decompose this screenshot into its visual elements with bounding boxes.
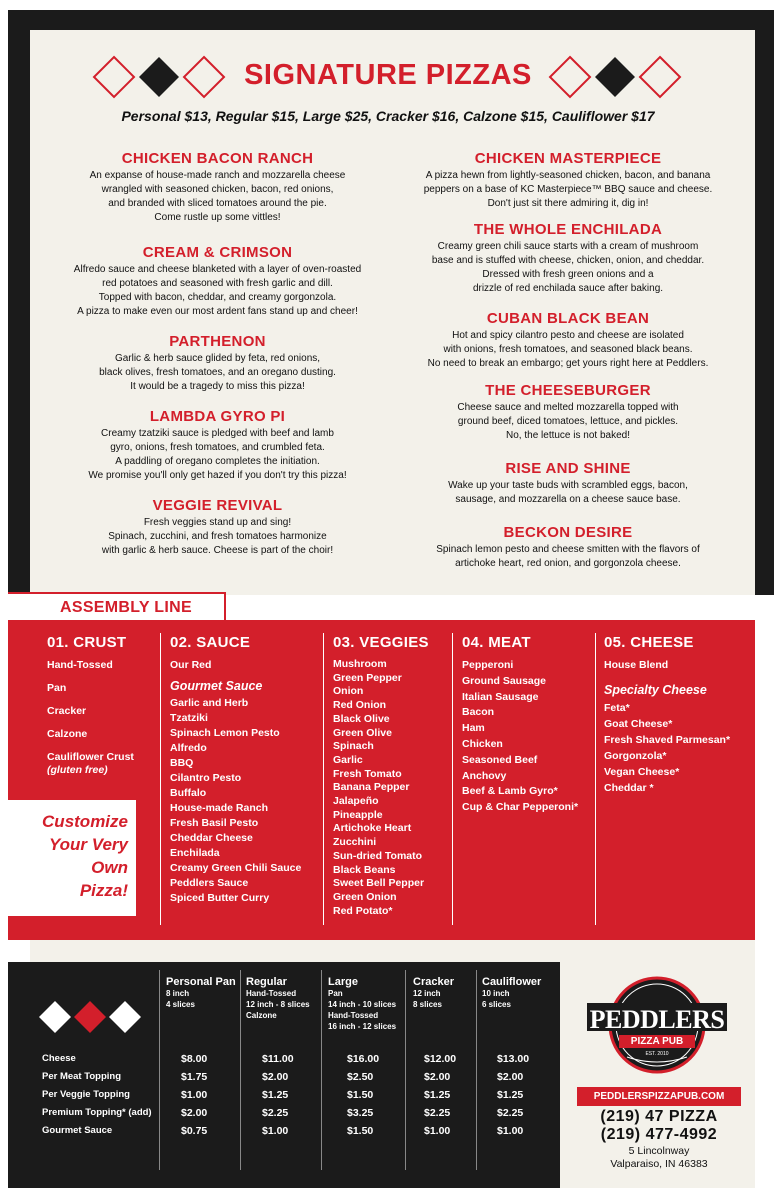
veggie-item: Green Onion [333,890,397,903]
pizza-desc-line: and branded with sliced tomatoes around the pie. [108,198,327,209]
sauce-item: Our Red [170,659,212,671]
price-cell: $1.50 [347,1125,374,1137]
price-cell: $1.00 [497,1125,524,1137]
column-detail: Hand-Tossed [328,1011,379,1020]
column-name: Large [328,976,358,988]
sauce-item: Spiced Butter Curry [170,892,270,904]
sauce-item: House-made Ranch [170,802,269,814]
table-divider [405,970,406,1170]
veggie-item: Red Onion [333,699,387,712]
pizza-desc-line: Topped with bacon, cheddar, and creamy gorgonzola. [98,292,337,303]
pizza-desc-line: with garlic & herb sauce. Cheese is part of the choir! [101,545,334,556]
pizza-desc-line: We promise you'll only get hazed if you don't try this pizza! [88,470,347,481]
pizza-desc-line: peppers on a base of KC Masterpiece™ BBQ sauce and cheese. [423,184,713,195]
pizza-desc-line: Creamy green chili sauce starts with a cream of mushroom [437,241,699,252]
price-cell: $2.00 [497,1071,524,1083]
pizza-name: THE CHEESEBURGER [485,382,651,399]
meat-heading: 04. MEAT [462,634,531,651]
sauce-item: Alfredo [170,742,207,754]
crust-item: Pan [47,682,67,694]
pizza-name: CUBAN BLACK BEAN [486,310,650,327]
sauce-item: Fresh Basil Pesto [170,817,259,829]
price-cell: $12.00 [424,1053,457,1065]
address-city: Valparaiso, IN 46383 [610,1158,708,1170]
price-cell: $1.50 [347,1089,374,1101]
column-divider [452,633,453,925]
price-cell: $1.25 [424,1089,451,1101]
column-detail: 8 inch [166,989,190,998]
customize-line: Pizza! [79,881,128,900]
sauce-item: Buffalo [170,787,207,799]
size-prices: Personal $13, Regular $15, Large $25, Cracker $16, Calzone $15, Cauliflower $17 [121,108,655,124]
pizza-desc-line: Cheese sauce and melted mozzarella topped with [457,402,679,413]
pizza-desc-line: Don't just sit there admiring it, dig in! [487,198,649,209]
pizza-desc-line: ground beef, diced tomatoes, lettuce, and pickles. [457,416,679,427]
phone-vanity: (219) 47 PIZZA [600,1108,718,1125]
pizza-desc-line: drizzle of red enchilada sauce after baking. [472,283,664,294]
pizza-chicken-masterpiece [398,150,738,211]
veggie-item: Onion [333,685,364,698]
cheese-item: House Blend [604,659,669,671]
meat-item: Beef & Lamb Gyro* [462,785,558,798]
address-street: 5 Lincolnway [628,1145,690,1157]
pizza-name: CHICKEN MASTERPIECE [474,150,662,167]
price-cell: $2.00 [181,1107,208,1119]
pizza-name: BECKON DESIRE [503,524,633,541]
diamond-ornament-left [92,55,228,99]
assembly-tab [8,592,226,622]
price-cell: $3.25 [347,1107,374,1119]
pizza-desc-line: An expanse of house-made ranch and mozzarella cheese [89,170,346,181]
price-cell: $8.00 [181,1053,208,1065]
column-detail: Hand-Tossed [246,989,297,998]
meat-item: Chicken [462,737,503,750]
pizza-desc-line: Garlic & herb sauce glided by feta, red onions, [114,353,321,364]
meat-item: Anchovy [462,769,507,782]
pizza-desc-line: Fresh veggies stand up and sing! [143,517,292,528]
meat-item: Ground Sausage [462,674,547,687]
table-divider [476,970,477,1170]
veggie-item: Black Beans [333,863,396,876]
gourmet-sauce-label: Gourmet Sauce [170,679,263,693]
pizza-veggie-revival [40,497,395,558]
pizza-parthenon [40,333,395,394]
column-name: Regular [246,976,287,988]
pizza-whole-enchilada [398,221,738,296]
pizza-desc-line: A pizza to make even our most ardent fans stand up and cheer! [77,306,358,317]
veggie-item: Mushroom [333,658,387,670]
pizza-cheeseburger [398,382,738,443]
customize-line: Own [91,858,128,877]
price-row-label: Gourmet Sauce [42,1125,113,1136]
price-cell: $11.00 [262,1053,294,1065]
column-detail: 6 slices [482,1000,511,1009]
column-divider [160,633,161,925]
pizza-desc-line: No, the lettuce is not baked! [506,430,630,441]
table-divider [240,970,241,1170]
price-cell: $2.50 [347,1071,374,1083]
crust-column [47,634,157,776]
pizza-desc-line: Hot and spicy cilantro pesto and cheese are isolated [452,330,684,341]
price-cell: $16.00 [347,1053,380,1065]
sauce-item: Garlic and Herb [170,697,249,709]
veggie-item: Black Olive [333,712,390,725]
column-divider [323,633,324,925]
price-row-label: Cheese [42,1053,76,1064]
cheese-item: Fresh Shaved Parmesan* [604,734,731,746]
price-cell: $0.75 [181,1125,208,1137]
column-name: Cauliflower [482,976,542,988]
price-row-label: Per Veggie Topping [42,1089,130,1100]
logo-wordmark: PEDDLERS [589,1005,725,1034]
customize-callout [8,798,138,918]
pizza-desc-line: with onions, fresh tomatoes, and seasoned black beans. [443,344,693,355]
logo-established: EST. 2010 [645,1051,669,1057]
price-cell: $2.00 [424,1071,451,1083]
meat-item: Ham [462,722,485,735]
meat-item: Bacon [462,706,495,719]
table-header-regular [246,976,310,1021]
cheese-item: Goat Cheese* [604,718,673,730]
veggie-item: Garlic [333,753,363,766]
pizza-name: THE WHOLE ENCHILADA [473,221,663,238]
pizza-desc-line: base and is stuffed with cheese, chicken, onion, and cheddar. [431,255,705,266]
crust-item: Hand-Tossed [47,659,113,671]
column-detail: 4 slices [166,1000,195,1009]
column-divider [595,633,596,925]
table-header-large [328,976,396,1032]
veggies-heading: 03. VEGGIES [333,634,429,651]
cheese-item: Cheddar * [604,782,654,794]
price-cell: $2.25 [424,1107,451,1119]
pizza-desc-line: red potatoes and seasoned with fresh garlic and dill. [102,278,333,289]
specialty-cheese-label: Specialty Cheese [604,683,707,697]
pizza-desc-line: sausage, and mozzarella on a cheese sauce base. [455,494,681,505]
veggie-item: Red Potato* [333,904,393,917]
cheese-heading: 05. CHEESE [604,634,694,651]
pizza-desc-line: Come rustle up some vittles! [154,212,281,223]
sauce-item: Creamy Green Chili Sauce [170,862,302,874]
customize-line: Customize [42,812,128,831]
pizza-beckon-desire [398,524,738,571]
pizza-desc-line: A paddling of oregano completes the initiation. [115,456,320,467]
table-header-cauliflower [482,976,541,1010]
crust-item: Cracker [47,705,87,717]
pizza-name: RISE AND SHINE [505,460,631,477]
crust-heading: 01. CRUST [47,634,127,651]
table-divider [159,970,160,1170]
column-detail: 16 inch - 12 slices [328,1022,397,1031]
menu-header [0,55,776,105]
pizza-name: PARTHENON [169,333,266,350]
veggie-item: Sweet Bell Pepper [333,877,425,890]
column-detail: 12 inch [413,989,441,998]
crust-note: (gluten free) [47,764,108,776]
cheese-column [604,634,752,796]
veggie-item: Banana Pepper [333,781,410,794]
cheese-item: Gorgonzola* [604,750,667,762]
price-cell: $1.00 [181,1089,208,1101]
pizza-desc-line: Alfredo sauce and cheese blanketed with a layer of oven-roasted [73,264,362,275]
meat-item: Pepperoni [462,659,514,671]
column-name: Cracker [413,976,454,988]
assembly-title: ASSEMBLY LINE [60,599,192,616]
pizza-desc-line: No need to break an embargo; get yours right here at Peddlers. [427,358,709,369]
pizza-rise-and-shine [398,460,738,507]
table-header-cracker [413,976,454,1010]
pizza-desc-line: wrangled with seasoned chicken, bacon, red onions, [101,184,334,195]
price-cell: $13.00 [497,1053,530,1065]
price-row-label: Premium Topping* (add) [42,1107,152,1118]
column-detail: 12 inch - 8 slices [246,1000,310,1009]
pizza-chicken-bacon-ranch [40,150,395,225]
pizza-desc-line: Wake up your taste buds with scrambled eggs, bacon, [448,480,688,491]
price-cell: $1.25 [497,1089,524,1101]
sauce-item: Enchilada [170,847,220,859]
meat-column [462,634,594,816]
veggie-item: Jalapeño [333,795,379,808]
sauce-item: Cilantro Pesto [170,772,242,784]
table-header-personal [166,976,236,1010]
veggie-item: Zucchini [333,836,377,849]
crust-item: Cauliflower Crust [47,751,134,763]
pizza-name: CHICKEN BACON RANCH [121,150,314,167]
price-cell: $2.00 [262,1071,289,1083]
diamond-ornament-table [38,1000,142,1036]
pizza-cream-crimson [40,244,395,319]
cheese-item: Feta* [604,702,630,714]
pizza-name: LAMBDA GYRO PI [149,408,286,425]
veggie-item: Artichoke Heart [333,822,412,835]
sauce-item: Tzatziki [170,712,208,724]
column-detail: Pan [328,989,343,998]
sauce-item: Peddlers Sauce [170,877,249,889]
meat-item: Seasoned Beef [462,753,538,766]
pizza-desc-line: It would be a tragedy to miss this pizza! [130,381,305,392]
pizza-desc-line: artichoke heart, red onion, and gorgonzola cheese. [455,558,681,569]
crust-item: Calzone [47,728,88,740]
veggie-item: Green Pepper [333,671,402,684]
column-detail: 8 slices [413,1000,442,1009]
pizza-desc-line: Dressed with fresh green onions and a [482,269,654,280]
column-detail: 10 inch [482,989,510,998]
sauce-item: Cheddar Cheese [170,832,253,844]
veggie-item: Fresh Tomato [333,767,402,780]
peddlers-logo [587,975,727,1075]
price-cell: $2.25 [497,1107,524,1119]
veggie-item: Spinach [333,740,374,753]
price-cell: $2.25 [262,1107,289,1119]
price-row-label: Per Meat Topping [42,1071,121,1082]
veggie-item: Green Olive [333,726,392,739]
pizza-desc-line: Spinach, zucchini, and fresh tomatoes harmonize [108,531,327,542]
cheese-item: Vegan Cheese* [604,766,680,778]
sauce-item: BBQ [170,757,194,769]
price-cell: $1.00 [262,1125,289,1137]
table-divider [321,970,322,1170]
meat-item: Italian Sausage [462,690,539,703]
customize-line: Your Very [48,835,128,854]
price-cell: $1.75 [181,1071,208,1083]
sauce-heading: 02. SAUCE [170,634,251,651]
website-link[interactable]: PEDDLERSPIZZAPUB.COM [577,1087,741,1106]
veggies-column [333,634,451,918]
pizza-desc-line: gyro, onions, fresh tomatoes, and crumbled feta. [110,442,325,453]
pizza-name: VEGGIE REVIVAL [152,497,283,514]
pizza-cuban-black-bean [398,310,738,371]
pizza-desc-line: Spinach lemon pesto and cheese smitten with the flavors of [436,544,700,555]
pizza-desc-line: A pizza hewn from lightly-seasoned chicken, bacon, and banana [425,170,711,181]
veggie-item: Pineapple [333,808,383,821]
logo-subtitle: PIZZA PUB [630,1036,684,1047]
veggie-item: Sun-dried Tomato [333,849,423,862]
column-detail: 14 inch - 10 slices [328,1000,397,1009]
meat-item: Cup & Char Pepperoni* [462,801,579,814]
pizza-desc-line: black olives, fresh tomatoes, and an oregano dusting. [99,367,336,378]
sauce-item: Spinach Lemon Pesto [170,727,280,739]
column-name: Personal Pan [166,976,236,988]
price-cell: $1.00 [424,1125,451,1137]
price-cell: $1.25 [262,1089,289,1101]
page-title: SIGNATURE PIZZAS [244,59,532,91]
pizza-desc-line: Creamy tzatziki sauce is pledged with beef and lamb [101,428,334,439]
pizza-lambda-gyro-pi [40,408,395,483]
column-detail: Calzone [246,1011,277,1020]
diamond-ornament-right [548,55,684,99]
phone-number: (219) 477-4992 [600,1126,718,1143]
sauce-column [170,634,320,906]
pizza-name: CREAM & CRIMSON [142,244,293,261]
